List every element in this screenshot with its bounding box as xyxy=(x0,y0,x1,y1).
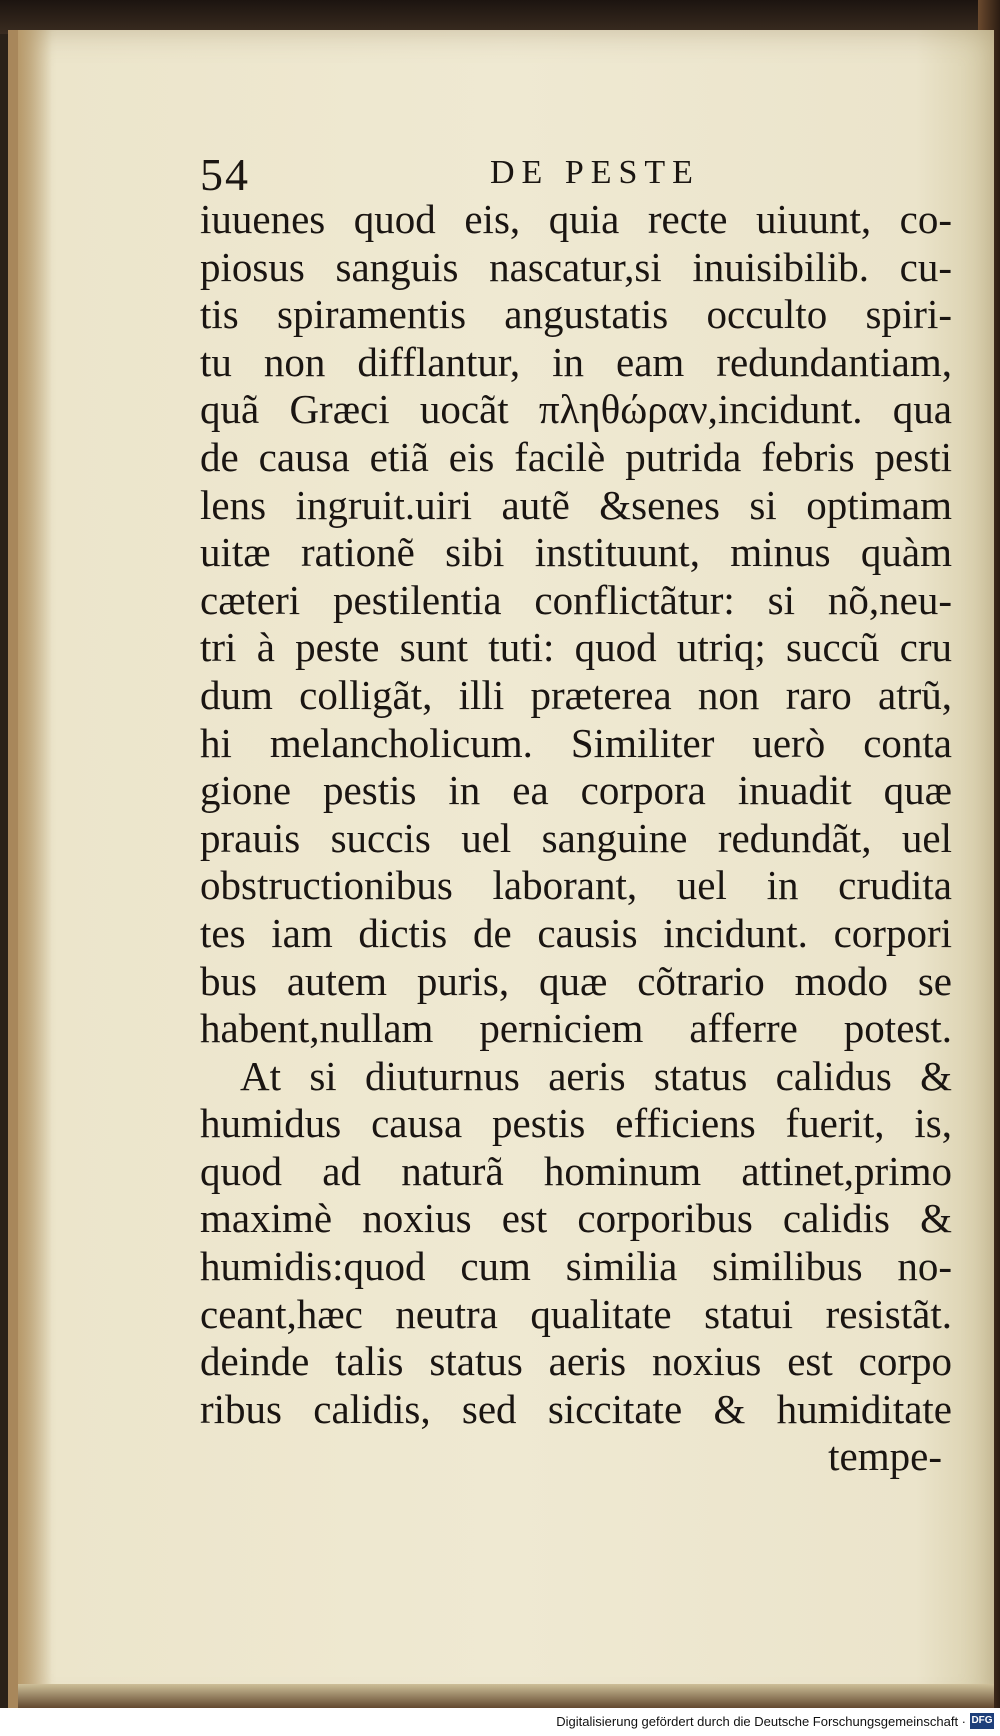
page-header xyxy=(200,148,920,198)
text-line: deinde talis status aeris noxius est corpo xyxy=(200,1338,952,1385)
page-number: 54 xyxy=(200,149,250,200)
text-line: uitæ rationẽ sibi instituunt, minus quàm xyxy=(200,529,952,576)
text-line: lens ingruit.uiri autẽ &senes si optimam xyxy=(200,481,952,528)
page-bottom-edge xyxy=(18,1684,994,1710)
text-line: quod ad naturã hominum attinet,primo xyxy=(200,1147,952,1194)
text-line: prauis succis uel sanguine redundãt, uel xyxy=(200,814,952,861)
text-line: obstructionibus laborant, uel in crudita xyxy=(200,862,952,909)
dfg-logo: DFG xyxy=(970,1713,994,1729)
text-line: cæteri pestilentia conflictãtur: si nõ,neu- xyxy=(200,576,952,623)
text-line: humidis:quod cum similia similibus no- xyxy=(200,1243,952,1290)
text-line: tri à peste sunt tuti: quod utriq; succũ cru xyxy=(200,624,952,671)
text-line: humidus causa pestis efficiens fuerit, is, xyxy=(200,1100,952,1147)
body-text xyxy=(200,196,952,1481)
scan-top-background xyxy=(0,0,1000,34)
text-line: hi melancholicum. Similiter uerò conta xyxy=(200,719,952,766)
text-line: tu non difflantur, in eam redundantiam, xyxy=(200,338,952,385)
text-line: tis spiramentis angustatis occulto spiri- xyxy=(200,291,952,338)
text-line: piosus sanguis nascatur,si inuisibilib. cu- xyxy=(200,243,952,290)
page-gutter-shadow xyxy=(18,30,52,1710)
text-line: tes iam dictis de causis incidunt. corpori xyxy=(200,909,952,956)
digitization-footer xyxy=(0,1708,1000,1736)
text-line: maximè noxius est corporibus calidis & xyxy=(200,1195,952,1242)
text-line: gione pestis in ea corpora inuadit quæ xyxy=(200,767,952,814)
text-line: quã Græci uocãt πληθώραν,incidunt. qua xyxy=(200,386,952,433)
running-title: DE PESTE xyxy=(490,154,700,191)
text-line: habent,nullam perniciem afferre potest. xyxy=(200,1005,952,1052)
text-line: dum colligãt, illi præterea non raro atrũ, xyxy=(200,671,952,718)
text-line: de causa etiã eis facilè putrida febris pesti xyxy=(200,433,952,480)
text-line: ribus calidis, sed siccitate & humiditate xyxy=(200,1385,952,1432)
funding-credit: Digitalisierung gefördert durch die Deutsche Forschungsgemeinschaft · xyxy=(556,1714,966,1729)
text-line-paragraph-start: At si diuturnus aeris status calidus & xyxy=(240,1052,952,1099)
text-line: ceant,hæc neutra qualitate statui resistãt. xyxy=(200,1290,952,1337)
text-line: bus autem puris, quæ cõtrario modo se xyxy=(200,957,952,1004)
catchword: tempe- xyxy=(828,1433,942,1480)
text-line: iuuenes quod eis, quia recte uiuunt, co- xyxy=(200,196,952,242)
